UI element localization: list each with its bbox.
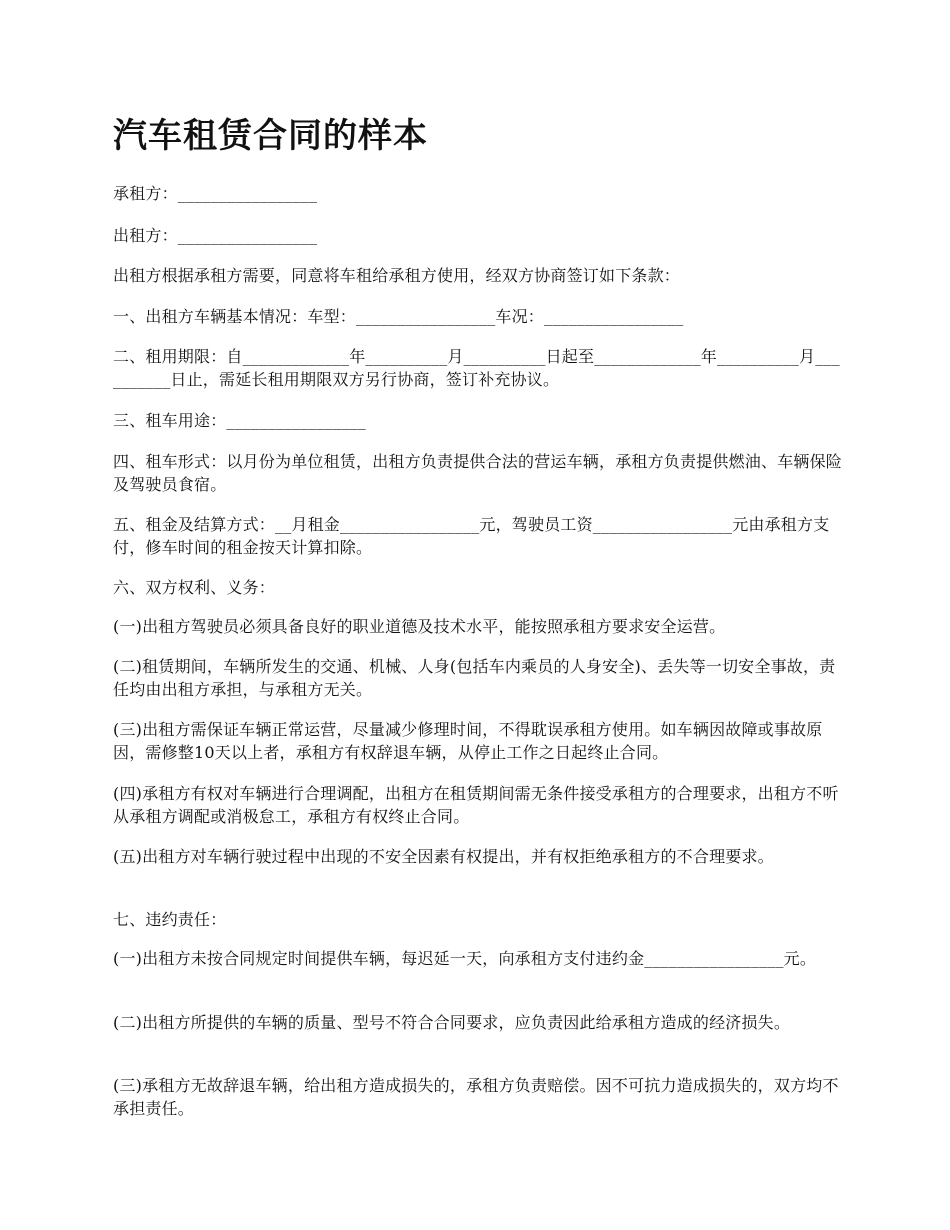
clause-6-item-4: (四)承租方有权对车辆进行合理调配，出租方在租赁期间需无条件接受承租方的合理要求，出租方不听从承租方调配或消极怠工，承租方有权终止合同。 [113, 784, 839, 826]
document-title: 汽车租赁合同的样本 [113, 116, 428, 156]
clause-4-form: 四、租车形式：以月份为单位租赁，出租方负责提供合法的营运车辆，承租方负责提供燃油、车辆保险及驾驶员食宿。 [113, 452, 843, 494]
lessee-line: 承租方：_________________ [113, 184, 318, 203]
clause-7-item-3: (三)承租方无故辞退车辆，给出租方造成损失的，承租方负责赔偿。因不可抗力造成损失的，双方均不承担责任。 [113, 1076, 839, 1118]
intro-paragraph: 出租方根据承租方需要，同意将车租给承租方使用，经双方协商签订如下条款： [113, 266, 681, 285]
clause-2-term: 二、租用期限：自_____________年__________月__________日起至_____________年__________月__________日止，需延长租用期限双方另行协商，签订补充协议。 [113, 347, 840, 389]
clause-6-item-5: (五)出租方对车辆行驶过程中出现的不安全因素有权提出，并有权拒绝承租方的不合理要求。 [113, 847, 774, 866]
clause-3-purpose: 三、租车用途：_________________ [113, 411, 366, 430]
clause-6-item-2: (二)租赁期间，车辆所发生的交通、机械、人身(包括车内乘员的人身安全)、丢失等一切安全事故，责任均由出租方承担，与承租方无关。 [113, 657, 836, 699]
clause-1-vehicle: 一、出租方车辆基本情况：车型：_________________车况：_________________ [113, 307, 684, 326]
clause-7-item-2: (二)出租方所提供的车辆的质量、型号不符合合同要求，应负责因此给承租方造成的经济损失。 [113, 1013, 791, 1032]
lessor-line: 出租方：_________________ [113, 226, 318, 245]
clause-6-item-3: (三)出租方需保证车辆正常运营，尽量减少修理时间，不得耽误承租方使用。如车辆因故障或事故原因，需修整10天以上者，承租方有权辞退车辆，从停止工作之日起终止合同。 [113, 720, 823, 762]
clause-6-heading: 六、双方权利、义务： [113, 578, 276, 597]
clause-7-item-1: (一)出租方未按合同规定时间提供车辆，每迟延一天，向承租方支付违约金_________________元。 [113, 949, 817, 968]
clause-7-heading: 七、违约责任： [113, 910, 227, 929]
clause-5-rent: 五、租金及结算方式：__月租金_________________元，驾驶员工资_________________元由承租方支付，修车时间的租金按天计算扣除。 [113, 515, 830, 557]
clause-6-item-1: (一)出租方驾驶员必须具备良好的职业道德及技术水平，能按照承租方要求安全运营。 [113, 617, 726, 636]
